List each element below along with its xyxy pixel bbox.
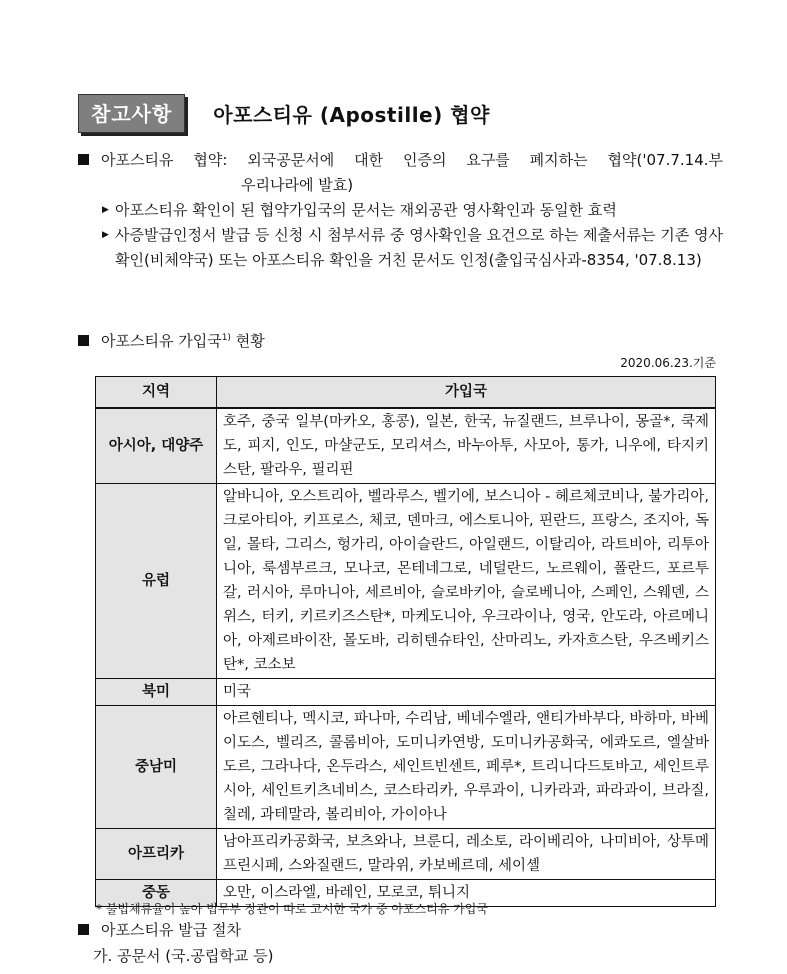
- region-cell: 북미: [96, 679, 217, 706]
- table-row: [96, 706, 716, 829]
- countries-cell: 오만, 이스라엘, 바레인, 모로코, 튀니지: [217, 880, 716, 907]
- region-cell: 유럽: [96, 484, 217, 679]
- square-bullet-icon: [78, 154, 89, 165]
- table-row: [96, 408, 716, 484]
- table-header-row: [96, 377, 716, 409]
- member-states-title-suffix: 현황: [235, 332, 265, 350]
- section-member-states: [78, 326, 265, 354]
- table-row: [96, 484, 716, 679]
- region-cell: 아프리카: [96, 829, 217, 880]
- countries-cell: 아르헨티나, 멕시코, 파나마, 수리남, 베네수엘라, 앤티가바부다, 바하마, 바베이도스, 벨리즈, 콜롬비아, 도미니카연방, 도미니카공화국, 에콰도르, 엘살바도르, 그라나다, 온두라스, 세인트빈센트, 페루*, 트리니다드토바고, 세인트루시아, 세인트키츠네비스, 코스타리카, 우루과이, 니카라과, 파라과이, 브라질, 칠레, 과테말라, 볼리비아, 가이아나: [217, 706, 716, 829]
- bullet-item: [78, 198, 723, 223]
- countries-cell: 호주, 중국 일부(마카오, 홍콩), 일본, 한국, 뉴질랜드, 브루나이, 몽골*, 쿡제도, 피지, 인도, 마샬군도, 모리셔스, 바누아투, 사모아, 통가, 니우에, 타지키스탄, 팔라우, 필리핀: [217, 408, 716, 484]
- triangle-bullet-icon: ▶: [102, 230, 109, 240]
- table-row: [96, 829, 716, 880]
- issuance-procedure-title: 아포스티유 발급 절차: [101, 921, 241, 939]
- section-issuance-procedure: [78, 918, 241, 943]
- countries-cell: 미국: [217, 679, 716, 706]
- countries-cell: 알바니아, 오스트리아, 벨라루스, 벨기에, 보스니아 - 헤르체코비나, 불가리아, 크로아티아, 키프로스, 체코, 덴마크, 에스토니아, 핀란드, 프랑스, 조지아, 독일, 몰타, 그리스, 헝가리, 아이슬란드, 아일랜드, 이탈리아, 라트비아, 리투아니아, 룩셈부르크, 모나코, 몬테네그로, 네덜란드, 노르웨이, 폴란드, 포르투갈, 러시아, 루마니아, 세르비아, 슬로바키아, 슬로베니아, 스페인, 스웨덴, 스위스, 터키, 키르키즈스탄*, 마케도니아, 우크라이나, 영국, 안도라, 아르메니아, 아제르바이잔, 몰도바, 리히텐슈타인, 산마리노, 카자흐스탄, 우즈베키스탄*, 코소보: [217, 484, 716, 679]
- section-convention-heading: [78, 148, 723, 173]
- column-header-region: 지역: [96, 377, 217, 409]
- title-row: [78, 94, 490, 133]
- footnote: * 불법체류율이 높아 법무부 장관이 따로 고시한 국가 중 아포스티유 가입국: [96, 902, 488, 916]
- subsection-public-documents: 가. 공문서 (국.공립학교 등): [93, 947, 274, 965]
- section-convention: [78, 148, 723, 273]
- table-row: [96, 679, 716, 706]
- as-of-date: 2020.06.23.기준: [620, 356, 716, 370]
- member-states-table: [95, 376, 716, 907]
- bullet-text: 아포스티유 확인이 된 협약가입국의 문서는 재외공관 영사확인과 동일한 효력: [115, 201, 617, 219]
- square-bullet-icon: [78, 335, 89, 346]
- reference-tag: 참고사항: [78, 94, 185, 133]
- bullet-text: 사증발급인정서 발급 등 신청 시 첨부서류 중 영사확인을 요건으로 하는 제출서류는 기존 영사확인(비체약국) 또는 아포스티유 확인을 거친 문서도 인정(출입국심사과-8354, '07.8.13): [115, 226, 723, 269]
- square-bullet-icon: [78, 924, 89, 935]
- member-states-title: 아포스티유 가입국: [101, 332, 222, 350]
- countries-cell: 남아프리카공화국, 보츠와나, 브룬디, 레소토, 라이베리아, 나미비아, 상투메프린시페, 스와질랜드, 말라위, 카보베르데, 세이셸: [217, 829, 716, 880]
- convention-definition: 아포스티유 협약: 외국공문서에 대한 인증의 요구를 폐지하는 협약('07.7.14.부: [101, 151, 723, 169]
- region-cell: 중남미: [96, 706, 217, 829]
- triangle-bullet-icon: ▶: [102, 205, 109, 215]
- footnote-reference: 1): [221, 333, 231, 343]
- page-title: 아포스티유 (Apostille) 협약: [213, 103, 490, 127]
- region-cell: 중동: [96, 880, 217, 907]
- column-header-countries: 가입국: [217, 377, 716, 409]
- bullet-item: [78, 223, 723, 273]
- convention-definition-continued: 우리나라에 발효): [241, 176, 354, 194]
- region-cell: 아시아, 대양주: [96, 408, 217, 484]
